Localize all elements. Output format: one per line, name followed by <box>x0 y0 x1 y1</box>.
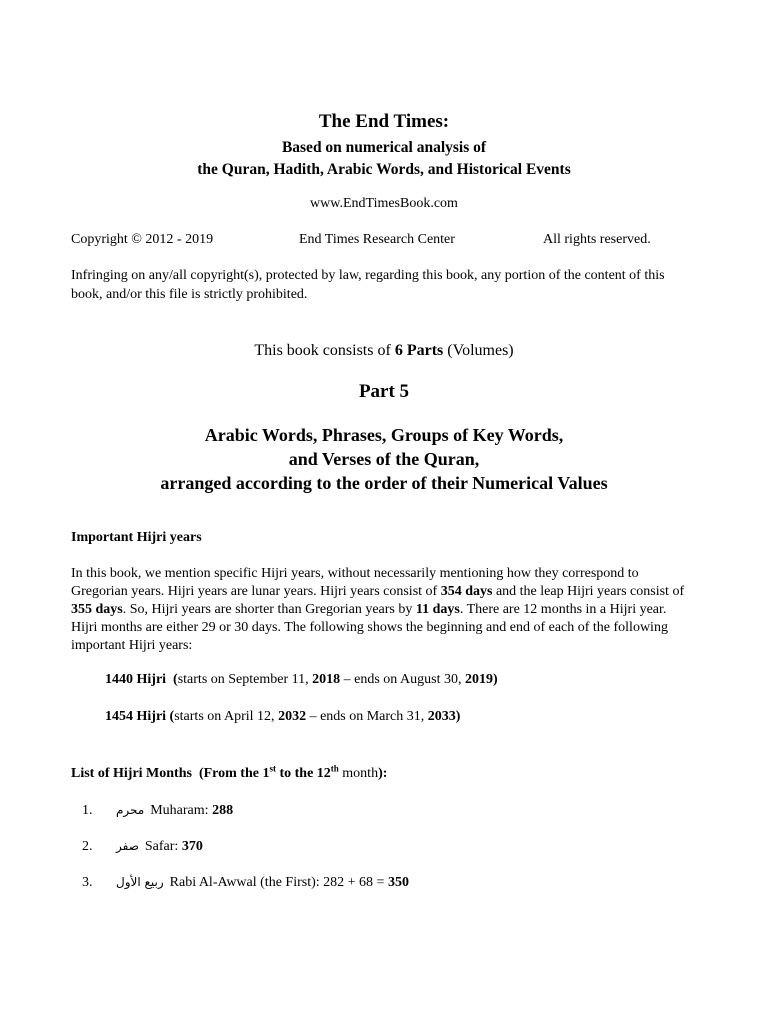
end-year: 2019 <box>464 672 493 687</box>
intro-text-1: In this book, we mention specific Hijri years, without necessarily mentioning how they correspond to Gregorian years. Hijri years are lunar years. Hijri years consist of <box>71 566 639 599</box>
end-text: – ends on March 31, <box>306 709 428 724</box>
consists-parts: 6 Parts <box>394 342 444 359</box>
days-difference: 11 days <box>415 602 460 617</box>
intro-text-3: . So, Hijri years are shorter than Gregorian years by <box>122 602 416 617</box>
end-year: 2033 <box>427 709 456 724</box>
paren-open: ( <box>166 672 178 687</box>
month-name: Muharam: <box>150 803 213 818</box>
subtitle-line-2: the Quran, Hadith, Arabic Words, and Historical Events <box>197 161 571 178</box>
book-consists-line <box>0 342 768 360</box>
start-text: starts on September 11, <box>177 672 313 687</box>
start-year: 2018 <box>312 672 341 687</box>
rights-reserved-text: All rights reserved. <box>543 232 651 247</box>
month-name: Rabi Al-Awwal (the First): <box>169 875 324 890</box>
research-center-text: End Times Research Center <box>299 232 455 247</box>
hijri-years-heading: Important Hijri years <box>71 530 202 545</box>
month-value: 370 <box>181 839 203 854</box>
consists-prefix: This book consists of <box>254 342 395 359</box>
start-text: starts on April 12, <box>174 709 279 724</box>
month-name: Safar: <box>144 839 182 854</box>
part-title <box>0 423 768 495</box>
intro-text-2: and the leap Hijri years consist of <box>492 584 685 599</box>
consists-suffix: (Volumes) <box>443 342 514 359</box>
month-arabic: ربيع الأول <box>116 875 164 889</box>
month-item-safar <box>82 839 203 855</box>
book-subtitle <box>0 137 768 181</box>
hijri-months-heading <box>71 763 388 782</box>
hijri-year-1440 <box>105 672 498 688</box>
copyright-notice: Infringing on any/all copyright(s), protected by law, regarding this book, any portion of the content of this book, and/or this file is strictly prohibited. <box>71 268 665 302</box>
intro-text-4: . There are 12 months in a Hijri year. Hijri months are either 29 or 30 days. The following shows the beginning and end of each of the following important Hijri years: <box>71 602 668 653</box>
part-title-line-1: Arabic Words, Phrases, Groups of Key Words, <box>204 425 564 445</box>
month-number: 2. <box>82 839 93 854</box>
month-item-rabi-al-awwal <box>82 875 409 891</box>
start-year: 2032 <box>278 709 307 724</box>
months-heading-text-5: ): <box>378 766 388 781</box>
month-arabic: صفر <box>116 839 139 853</box>
months-heading-text-4: month <box>338 766 379 781</box>
paren-open: ( <box>166 709 175 724</box>
month-number: 1. <box>82 803 93 818</box>
month-arabic: محرم <box>116 803 145 817</box>
part-label: Part 5 <box>358 381 410 402</box>
hijri-year-1454 <box>105 709 460 725</box>
sup-twelfth: th <box>330 763 339 774</box>
year-label: 1454 Hijri <box>105 709 167 724</box>
leap-days: 355 days <box>71 602 123 617</box>
part-title-line-2: and Verses of the Quran, <box>288 449 480 469</box>
month-value-plain: 282 + 68 = <box>323 875 388 890</box>
subtitle-line-1: Based on numerical analysis of <box>281 139 487 156</box>
months-heading-text-3: to the 12 <box>275 766 331 781</box>
month-number: 3. <box>82 875 93 890</box>
hijri-intro-paragraph <box>71 565 696 655</box>
months-heading-text-2: From the 1 <box>203 766 270 781</box>
paren-close: ) <box>492 672 498 687</box>
year-label: 1440 Hijri <box>105 672 167 687</box>
month-value: 288 <box>212 803 234 818</box>
end-text: – ends on August 30, <box>340 672 465 687</box>
part-title-line-3: arranged according to the order of their Numerical Values <box>160 473 608 493</box>
months-heading-text-1: List of Hijri Months ( <box>71 766 204 781</box>
sup-first: st <box>269 763 276 774</box>
paren-close: ) <box>455 709 461 724</box>
book-title: The End Times: <box>318 111 450 132</box>
month-value: 350 <box>387 875 409 890</box>
lunar-days: 354 days <box>440 584 493 599</box>
copyright-text: Copyright © 2012 - 2019 <box>71 232 214 247</box>
month-item-muharam <box>82 803 233 819</box>
website-url: www.EndTimesBook.com <box>310 196 458 211</box>
